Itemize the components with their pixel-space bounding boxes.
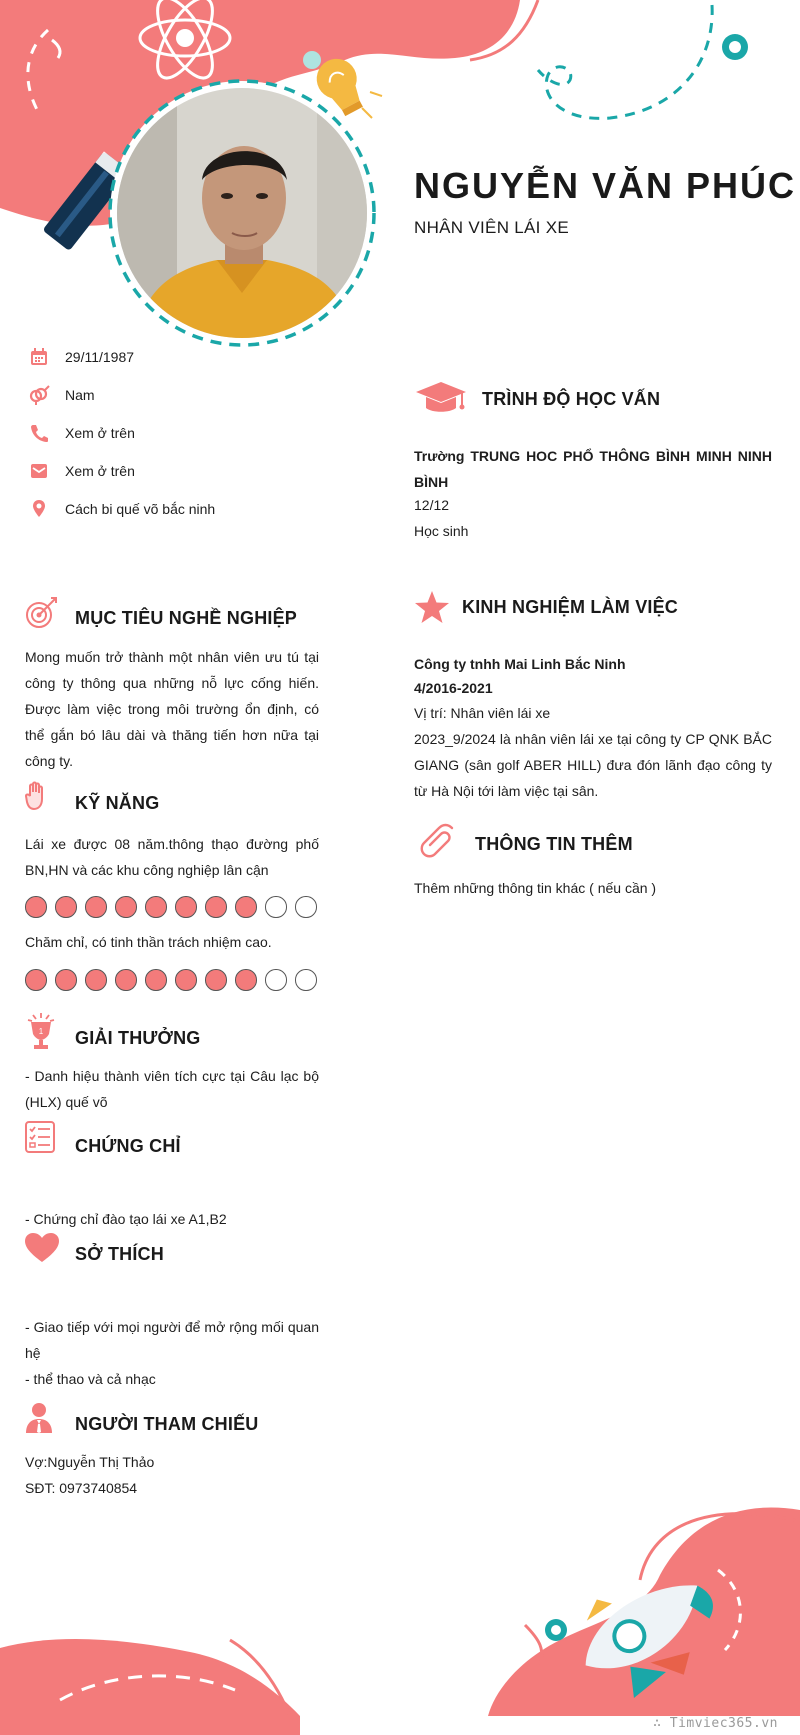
rating-dot-filled (175, 969, 197, 991)
experience-position-text: Vị trí: Nhân viên lái xe (414, 705, 551, 721)
education-title: TRÌNH ĐỘ HỌC VẤN (482, 389, 661, 409)
person-icon (25, 1402, 53, 1439)
career-objective-title: MỤC TIÊU NGHỀ NGHIỆP (75, 608, 298, 628)
rating-dot-filled (25, 969, 47, 991)
graduation-cap-icon (414, 380, 468, 421)
skills-title: KỸ NĂNG (75, 793, 160, 813)
email-text: Xem ở trên (65, 463, 135, 479)
rating-dot-filled (85, 969, 107, 991)
rating-dot-empty (265, 969, 287, 991)
trophy-icon (25, 1010, 57, 1055)
skill-2-rating (25, 969, 317, 991)
rating-dot-filled (55, 896, 77, 918)
candidate-job-title: NHÂN VIÊN LÁI XE (414, 218, 570, 237)
additional-info-text: Thêm những thông tin khác ( nếu cần ) (414, 880, 657, 896)
rating-dot-filled (175, 896, 197, 918)
rating-dot-empty (295, 969, 317, 991)
certificates-title: CHỨNG CHỈ (75, 1136, 181, 1156)
address-text: Cách bi quế võ bắc ninh (65, 501, 216, 517)
info-row-email (28, 459, 135, 483)
rating-dot-filled (115, 896, 137, 918)
rating-dot-filled (115, 969, 137, 991)
rating-dot-filled (55, 969, 77, 991)
location-pin-icon (28, 498, 50, 520)
experience-period-text: 4/2016-2021 (414, 680, 493, 696)
info-row-birthdate (28, 345, 134, 369)
experience-title: KINH NGHIỆM LÀM VIỆC (462, 597, 679, 617)
gender-text: Nam (65, 387, 95, 403)
hobby-2-text: - thể thao và cả nhạc (25, 1371, 156, 1387)
calendar-icon (28, 346, 50, 368)
reference-name-text: Vợ:Nguyễn Thị Thảo (25, 1454, 155, 1470)
education-grade-text: 12/12 (414, 497, 450, 513)
candidate-name: NGUYỄN VĂN PHÚC (414, 165, 797, 206)
rating-dot-filled (205, 969, 227, 991)
reference-phone-text: SĐT: 0973740854 (25, 1480, 138, 1496)
rating-dot-filled (235, 896, 257, 918)
references-title: NGƯỜI THAM CHIẾU (75, 1414, 259, 1434)
skill-1-rating (25, 896, 317, 918)
star-icon (414, 590, 450, 629)
certificates-text: - Chứng chỉ đào tạo lái xe A1,B2 (25, 1211, 227, 1227)
rating-dot-empty (265, 896, 287, 918)
hand-icon (25, 781, 49, 816)
experience-description-text: 2023_9/2024 là nhân viên lái xe tại công ty CP QNK BẮC GIANG (sân golf ABER HILL) đưa đón lãnh đạo công ty từ Hà Nội tới làm việc tại sân. (414, 731, 772, 799)
career-objective-text: Mong muốn trở thành một nhân viên ưu tú tại công ty thông qua những nỗ lực cống hiến. Được làm việc trong môi trường ổn định, có thể gắn bó lâu dài và thăng tiến hơn nữa tại công ty. (25, 649, 319, 769)
birthdate-text: 29/11/1987 (65, 349, 135, 365)
awards-text: - Danh hiệu thành viên tích cực tại Câu lạc bộ (HLX) quế võ (25, 1068, 319, 1110)
rating-dot-filled (235, 969, 257, 991)
checklist-icon (25, 1121, 55, 1158)
hobby-1-text: - Giao tiếp với mọi người để mở rộng mối quan hệ (25, 1319, 319, 1361)
email-icon (28, 460, 50, 482)
rating-dot-filled (205, 896, 227, 918)
education-note-text: Học sinh (414, 523, 469, 539)
rating-dot-filled (85, 896, 107, 918)
additional-info-title: THÔNG TIN THÊM (475, 834, 633, 854)
phone-text: Xem ở trên (65, 425, 135, 441)
rating-dot-filled (145, 896, 167, 918)
skill-2-text: Chăm chỉ, có tinh thần trách nhiệm cao. (25, 934, 272, 950)
target-icon (24, 596, 58, 635)
profile-photo (117, 88, 367, 338)
experience-company-text: Công ty tnhh Mai Linh Bắc Ninh (414, 656, 626, 672)
info-row-gender (28, 383, 95, 407)
phone-icon (28, 422, 50, 444)
awards-title: GIẢI THƯỞNG (75, 1028, 201, 1048)
rating-dot-empty (295, 896, 317, 918)
info-row-address (28, 497, 215, 521)
rating-dot-filled (25, 896, 47, 918)
info-row-phone (28, 421, 135, 445)
site-watermark: ∴ Timviec365.vn (653, 1716, 778, 1731)
education-school-text: Trường TRUNG HOC PHỔ THÔNG BÌNH MINH NINH BÌNH (414, 448, 772, 490)
paperclip-icon (418, 822, 460, 869)
skill-1-text: Lái xe được 08 năm.thông thạo đường phố BN,HN và các khu công nghiệp lân cận (25, 836, 319, 878)
heart-icon (24, 1232, 60, 1269)
svg-text:1: 1 (38, 1027, 44, 1036)
gender-icon (28, 384, 50, 406)
rating-dot-filled (145, 969, 167, 991)
hobbies-title: SỞ THÍCH (75, 1244, 164, 1264)
